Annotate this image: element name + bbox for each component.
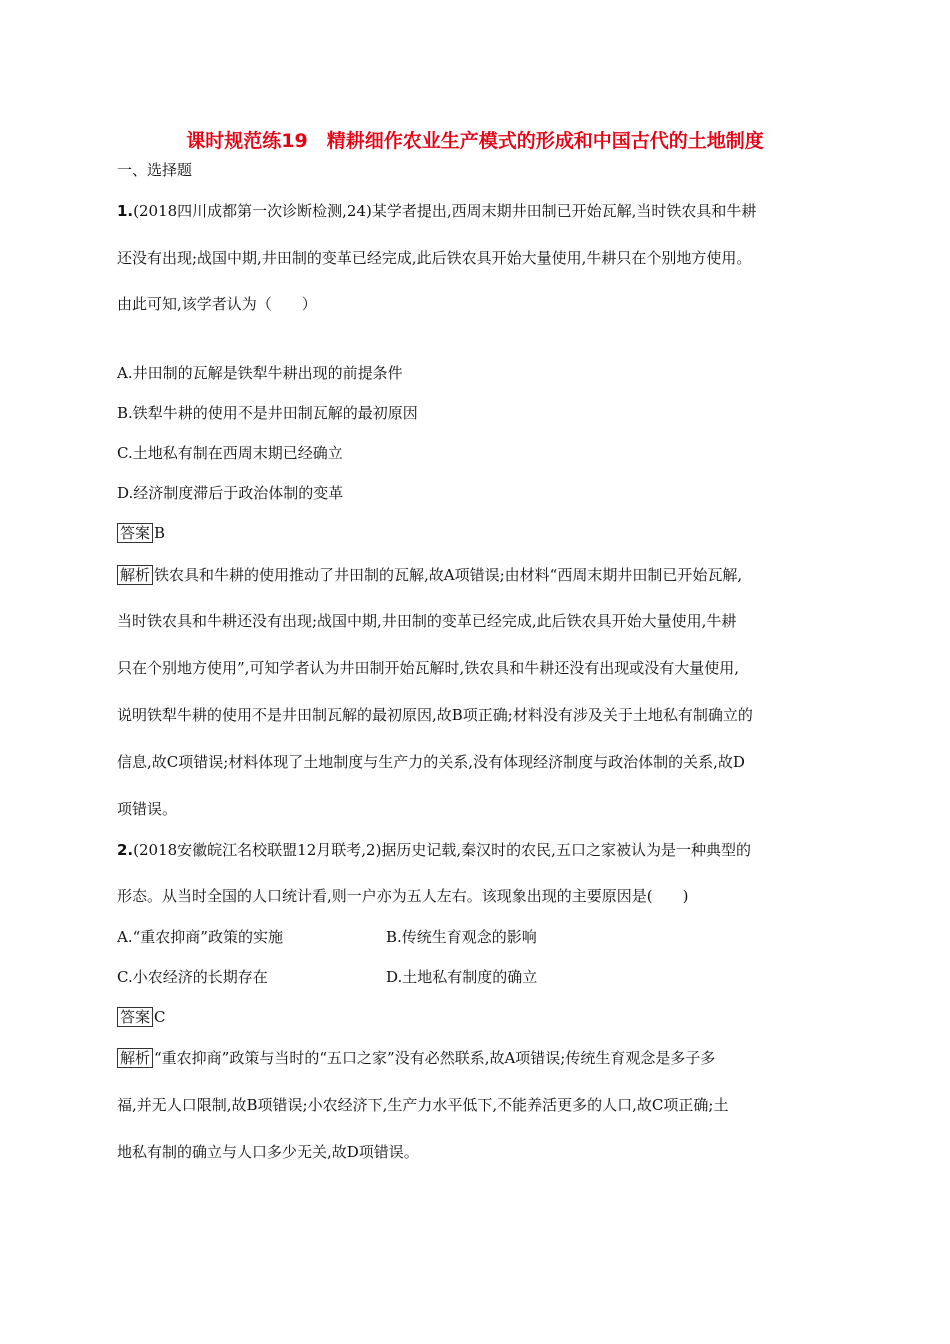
question-2-option-c: C.小农经济的长期存在 [117,968,268,986]
question-1-text-2: 还没有出现;战国中期,井田制的变革已经完成,此后铁农具开始大量使用,牛耕只在个别地方使用。 [117,249,752,267]
question-1-line-1 [117,200,756,222]
question-1-option-c: C.土地私有制在西周末期已经确立 [117,444,343,462]
question-2-number: 2. [117,841,134,859]
question-1-option-b: B.铁犁牛耕的使用不是井田制瓦解的最初原因 [117,404,418,422]
question-1-number: 1. [117,202,134,220]
question-1-analysis-line-2: 当时铁农具和牛耕还没有出现;战国中期,井田制的变革已经完成,此后铁农具开始大量使用,牛耕 [117,612,737,630]
analysis-text: “重农抑商”政策与当时的“五口之家”没有必然联系,故A项错误;传统生育观念是多子多 [154,1049,716,1067]
answer-label: 答案 [117,523,153,543]
question-1-analysis-line-1 [117,564,742,586]
question-2-analysis-line-3: 地私有制的确立与人口多少无关,故D项错误。 [117,1143,419,1161]
question-1-analysis-line-4: 说明铁犁牛耕的使用不是井田制瓦解的最初原因,故B项正确;材料没有涉及关于土地私有制确立的 [117,706,753,724]
question-1-analysis-line-5: 信息,故C项错误;材料体现了土地制度与生产力的关系,没有体现经济制度与政治体制的关系,故D [117,753,745,771]
question-2-option-d: D.土地私有制度的确立 [386,968,538,986]
question-1-answer [117,522,165,544]
analysis-text: 铁农具和牛耕的使用推动了井田制的瓦解,故A项错误;由材料“西周末期井田制已开始瓦解, [154,566,743,584]
question-2-option-b: B.传统生育观念的影响 [386,928,537,946]
question-1-text-3: 由此可知,该学者认为（ ） [117,295,317,313]
question-1-option-a: A.井田制的瓦解是铁犁牛耕出现的前提条件 [117,364,403,382]
question-2-option-a: A.“重农抑商”政策的实施 [117,928,283,946]
section-heading: 一、选择题 [117,161,193,179]
page-title: 课时规范练19 精耕细作农业生产模式的形成和中国古代的土地制度 [186,130,764,152]
question-1-analysis-line-6: 项错误。 [117,800,178,818]
answer-label: 答案 [117,1007,153,1027]
question-1-analysis-line-3: 只在个别地方使用”,可知学者认为井田制开始瓦解时,铁农具和牛耕还没有出现或没有大量使用, [117,659,739,677]
question-2-text-1: (2018安徽皖江名校联盟12月联考,2)据历史记载,秦汉时的农民,五口之家被认为是一种典型的 [133,841,751,859]
answer-value: B [154,524,166,542]
question-1-option-d: D.经济制度滞后于政治体制的变革 [117,484,344,502]
question-2-text-2: 形态。从当时全国的人口统计看,则一户亦为五人左右。该现象出现的主要原因是( ) [117,887,689,905]
question-1-text-1: (2018四川成都第一次诊断检测,24)某学者提出,西周末期井田制已开始瓦解,当时铁农具和牛耕 [133,202,757,220]
question-2-answer [117,1006,166,1028]
question-2-analysis-line-2: 福,并无人口限制,故B项错误;小农经济下,生产力水平低下,不能养活更多的人口,故C项正确;土 [117,1096,729,1114]
answer-value: C [154,1008,166,1026]
analysis-label: 解析 [117,1048,153,1068]
analysis-label: 解析 [117,565,153,585]
question-2-line-1 [117,839,751,861]
question-2-analysis-line-1 [117,1047,715,1069]
question-2-options-row-2 [117,966,817,988]
question-2-options-row-1 [117,926,817,948]
